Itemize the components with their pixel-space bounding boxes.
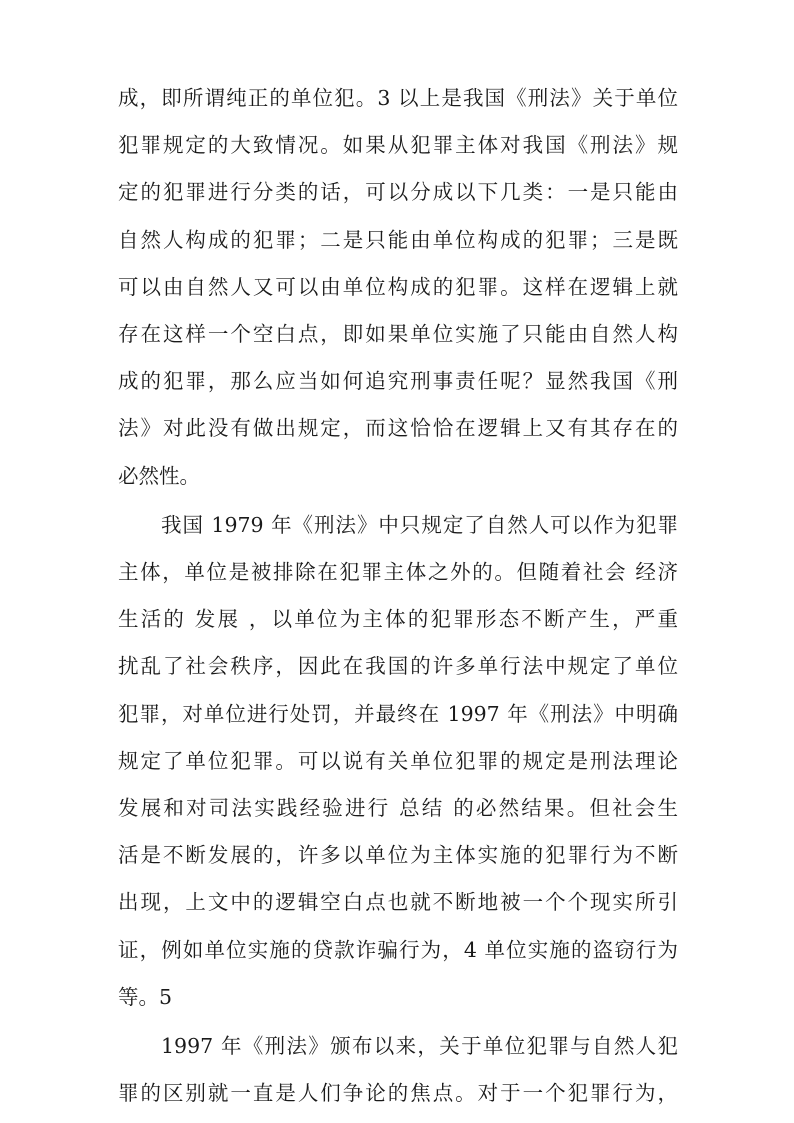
text-line: 生活的 发展 ，以单位为主体的犯罪形态不断产生，严重 (118, 607, 678, 631)
text-line: 等。5 (118, 985, 173, 1009)
text-line: 自然人构成的犯罪；二是只能由单位构成的犯罪；三是既 (118, 228, 678, 252)
text-line: 主体，单位是被排除在犯罪主体之外的。但随着社会 经济 (118, 560, 678, 584)
paragraph-first-line: 我国 1979 年《刑法》中只规定了自然人可以作为犯罪 (161, 513, 678, 537)
text-line: 罪的区别就一直是人们争论的焦点。对于一个犯罪行为， (118, 1081, 678, 1105)
text-line: 证，例如单位实施的贷款诈骗行为，4 单位实施的盗窃行为 (118, 938, 678, 962)
paragraph-first-line: 1997 年《刑法》颁布以来，关于单位犯罪与自然人犯 (161, 1034, 678, 1058)
text-line: 成的犯罪，那么应当如何追究刑事责任呢？显然我国《刑 (118, 369, 678, 393)
text-line: 发展和对司法实践经验进行 总结 的必然结果。但社会生 (118, 796, 678, 820)
text-line: 必然性。 (118, 464, 200, 488)
text-line: 成，即所谓纯正的单位犯。3 以上是我国《刑法》关于单位 (118, 86, 678, 110)
text-line: 存在这样一个空白点，即如果单位实施了只能由自然人构 (118, 322, 678, 346)
text-line: 犯罪，对单位进行处罚，并最终在 1997 年《刑法》中明确 (118, 702, 678, 726)
text-line: 定的犯罪进行分类的话，可以分成以下几类：一是只能由 (118, 180, 678, 204)
text-line: 犯罪规定的大致情况。如果从犯罪主体对我国《刑法》规 (118, 133, 678, 157)
text-line: 出现，上文中的逻辑空白点也就不断地被一个个现实所引 (118, 890, 678, 914)
text-line: 可以由自然人又可以由单位构成的犯罪。这样在逻辑上就 (118, 275, 678, 299)
text-line: 法》对此没有做出规定，而这恰恰在逻辑上又有其存在的 (118, 416, 678, 440)
text-line: 扰乱了社会秩序，因此在我国的许多单行法中规定了单位 (118, 654, 678, 678)
text-line: 规定了单位犯罪。可以说有关单位犯罪的规定是刑法理论 (118, 749, 678, 773)
text-line: 活是不断发展的，许多以单位为主体实施的犯罪行为不断 (118, 843, 678, 867)
